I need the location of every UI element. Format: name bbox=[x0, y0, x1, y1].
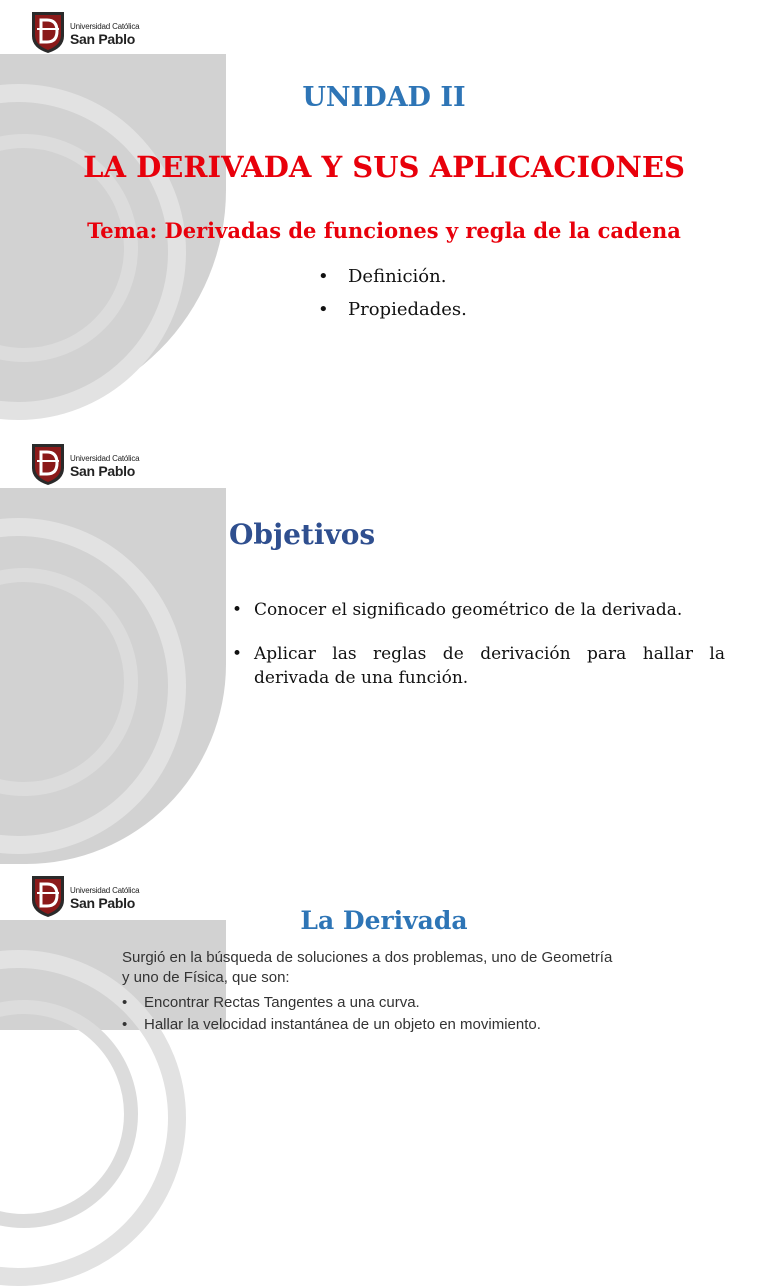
derivative-heading: La Derivada bbox=[300, 906, 468, 935]
objectives-heading: Objetivos bbox=[229, 518, 376, 551]
unit-heading: UNIDAD II bbox=[302, 82, 466, 113]
intro-paragraph: Surgió en la búsqueda de soluciones a dos problemas, uno de Geometría y uno de Física, que son: bbox=[122, 949, 613, 986]
logo-name: San Pablo bbox=[70, 463, 135, 479]
bullet-icon: • bbox=[122, 1016, 128, 1033]
logo-subtitle: Universidad Católica bbox=[70, 454, 140, 463]
background-watermark bbox=[0, 488, 226, 864]
list-item: • Encontrar Rectas Tangentes a una curva. bbox=[122, 992, 541, 1014]
university-logo bbox=[30, 442, 145, 490]
bullet-icon: • bbox=[122, 994, 128, 1011]
shield-icon bbox=[30, 10, 66, 54]
logo-subtitle: Universidad Católica bbox=[70, 22, 140, 31]
problems-list bbox=[122, 992, 541, 1036]
slide-objectives bbox=[0, 432, 768, 864]
university-logo bbox=[30, 10, 145, 58]
logo-name: San Pablo bbox=[70, 895, 135, 911]
bullet-icon: • bbox=[318, 299, 329, 320]
bullet-icon: • bbox=[232, 644, 243, 664]
list-item: • Definición. bbox=[318, 260, 467, 293]
slide-derivative bbox=[0, 864, 768, 1033]
shield-icon bbox=[30, 442, 66, 486]
slide-title-text: LA DERIVADA Y SUS APLICACIONES bbox=[83, 150, 685, 184]
logo-name: San Pablo bbox=[70, 31, 135, 47]
bullet-icon: • bbox=[318, 266, 329, 287]
list-item: • Propiedades. bbox=[318, 293, 467, 326]
objectives-list bbox=[230, 598, 725, 690]
topic-list bbox=[318, 260, 467, 326]
logo-subtitle: Universidad Católica bbox=[70, 886, 140, 895]
slide-title bbox=[0, 0, 768, 432]
list-item: • Hallar la velocidad instantánea de un objeto en movimiento. bbox=[122, 1014, 541, 1036]
bullet-icon: • bbox=[232, 600, 243, 620]
list-item: • Conocer el significado geométrico de la derivada. bbox=[232, 600, 683, 620]
topic-text: Tema: Derivadas de funciones y regla de la cadena bbox=[87, 218, 681, 243]
list-item: • Aplicar las reglas de derivación para hallar la derivada de una función. bbox=[232, 644, 725, 688]
